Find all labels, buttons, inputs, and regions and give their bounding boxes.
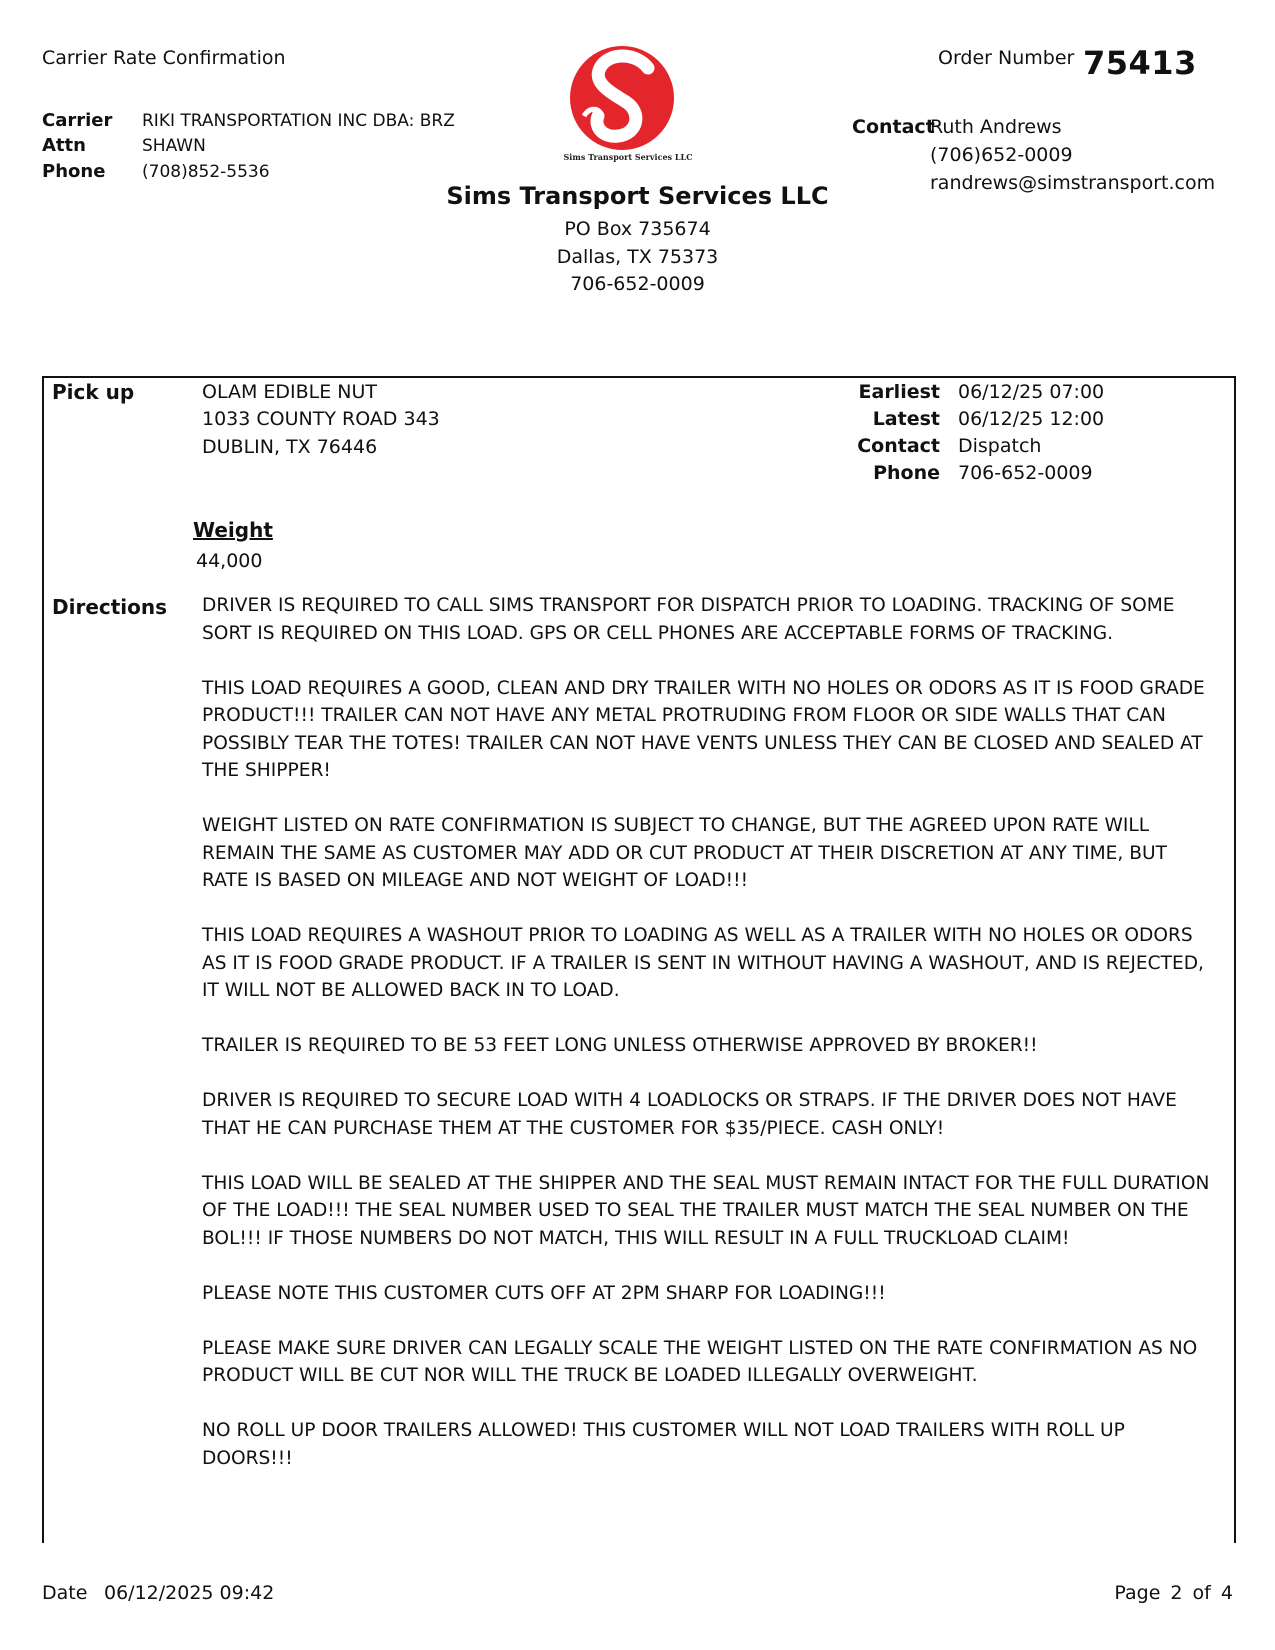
- pickup-name: OLAM EDIBLE NUT: [202, 381, 378, 403]
- directions-text: [202, 592, 1217, 1500]
- pickup-label: Pick up: [52, 380, 135, 404]
- pickup-city: DUBLIN, TX 76446: [202, 436, 378, 458]
- pickup-phone-value: 706-652-0009: [958, 462, 1093, 484]
- directions-paragraph: DRIVER IS REQUIRED TO CALL SIMS TRANSPORT FOR DISPATCH PRIOR TO LOADING. TRACKING OF SOME SORT IS REQUIRED ON THIS LOAD. GPS OR CELL PHONES ARE ACCEPTABLE FORMS OF TRACKING.: [202, 595, 1175, 644]
- page-number: Page 2 of 4: [1114, 1582, 1233, 1604]
- latest-label: Latest: [872, 408, 940, 430]
- directions-paragraph: WEIGHT LISTED ON RATE CONFIRMATION IS SUBJECT TO CHANGE, BUT THE AGREED UPON RATE WILL REMAIN THE SAME AS CUSTOMER MAY ADD OR CUT PRODUCT AT THEIR DISCRETION AT ANY TIME, BUT RATE IS BASED ON MILEAGE AND NOT WEIGHT OF LOAD!!!: [202, 815, 1167, 891]
- company-address-line1: PO Box 735674: [564, 218, 711, 240]
- contact-email[interactable]: randrews@simstransport.com: [930, 172, 1216, 194]
- order-number-label: Order Number: [938, 47, 1075, 69]
- earliest-label: Earliest: [858, 381, 940, 403]
- company-logo: [556, 38, 712, 172]
- contact-name: Ruth Andrews: [930, 116, 1062, 138]
- directions-paragraph: THIS LOAD WILL BE SEALED AT THE SHIPPER AND THE SEAL MUST REMAIN INTACT FOR THE FULL DURATION OF THE LOAD!!! THE SEAL NUMBER USED TO SEAL THE TRAILER MUST MATCH THE SEAL NUMBER ON THE BOL!!! IF THOSE NUMBERS DO NOT MATCH, THIS WILL RESULT IN A FULL TRUCKLOAD CLAIM!: [202, 1172, 1210, 1249]
- order-number: 75413: [1083, 44, 1197, 82]
- attn-value: SHAWN: [142, 136, 206, 156]
- document-title: Carrier Rate Confirmation: [42, 47, 286, 69]
- directions-paragraph: THIS LOAD REQUIRES A GOOD, CLEAN AND DRY TRAILER WITH NO HOLES OR ODORS AS IT IS FOOD GRADE PRODUCT!!! TRAILER CAN NOT HAVE ANY METAL PROTRUDING FROM FLOOR OR SIDE WALLS THAT CAN POSSIBLY TEAR THE TOTES! TRAILER CAN NOT HAVE VENTS UNLESS THEY CAN BE CLOSED AND SEALED AT THE SHIPPER!: [202, 677, 1205, 781]
- directions-paragraph: PLEASE NOTE THIS CUSTOMER CUTS OFF AT 2PM SHARP FOR LOADING!!!: [202, 1282, 886, 1304]
- directions-label: Directions: [52, 595, 168, 619]
- date-value: 06/12/2025 09:42: [104, 1582, 275, 1604]
- company-address-line2: Dallas, TX 75373: [556, 246, 719, 268]
- contact-label: Contact: [852, 116, 935, 138]
- directions-paragraph: NO ROLL UP DOOR TRAILERS ALLOWED! THIS CUSTOMER WILL NOT LOAD TRAILERS WITH ROLL UP DOORS!!!: [202, 1420, 1125, 1469]
- weight-value: 44,000: [196, 550, 263, 572]
- company-phone: 706-652-0009: [570, 273, 705, 295]
- carrier-value: RIKI TRANSPORTATION INC DBA: BRZ: [142, 111, 455, 131]
- carrier-label: Carrier: [42, 110, 113, 131]
- pickup-contact-value: Dispatch: [958, 435, 1042, 457]
- directions-paragraph: THIS LOAD REQUIRES A WASHOUT PRIOR TO LOADING AS WELL AS A TRAILER WITH NO HOLES OR ODORS AS IT IS FOOD GRADE PRODUCT. IF A TRAILER IS SENT IN WITHOUT HAVING A WASHOUT, AND IS REJECTED, IT WILL NOT BE ALLOWED BACK IN TO LOAD.: [202, 925, 1204, 1001]
- directions-paragraph: TRAILER IS REQUIRED TO BE 53 FEET LONG UNLESS OTHERWISE APPROVED BY BROKER!!: [202, 1035, 1038, 1056]
- attn-label: Attn: [42, 135, 86, 156]
- date-label: Date: [42, 1582, 88, 1604]
- pickup-phone-label: Phone: [873, 462, 940, 484]
- logo-text: Sims Transport Services LLC: [563, 152, 693, 162]
- weight-label: Weight: [193, 518, 273, 542]
- directions-paragraph: DRIVER IS REQUIRED TO SECURE LOAD WITH 4 LOADLOCKS OR STRAPS. IF THE DRIVER DOES NOT HAVE THAT HE CAN PURCHASE THEM AT THE CUSTOMER FOR $35/PIECE. CASH ONLY!: [202, 1090, 1177, 1139]
- company-name: Sims Transport Services LLC: [446, 182, 829, 210]
- contact-phone: (706)652-0009: [930, 144, 1073, 166]
- carrier-phone-value: (708)852-5536: [142, 162, 270, 182]
- pickup-contact-label: Contact: [857, 435, 940, 457]
- directions-paragraph: PLEASE MAKE SURE DRIVER CAN LEGALLY SCALE THE WEIGHT LISTED ON THE RATE CONFIRMATION AS NO PRODUCT WILL BE CUT NOR WILL THE TRUCK BE LOADED ILLEGALLY OVERWEIGHT.: [202, 1337, 1198, 1386]
- carrier-phone-label: Phone: [42, 161, 106, 182]
- pickup-street: 1033 COUNTY ROAD 343: [202, 408, 440, 430]
- latest-value: 06/12/25 12:00: [958, 408, 1105, 430]
- earliest-value: 06/12/25 07:00: [958, 381, 1105, 403]
